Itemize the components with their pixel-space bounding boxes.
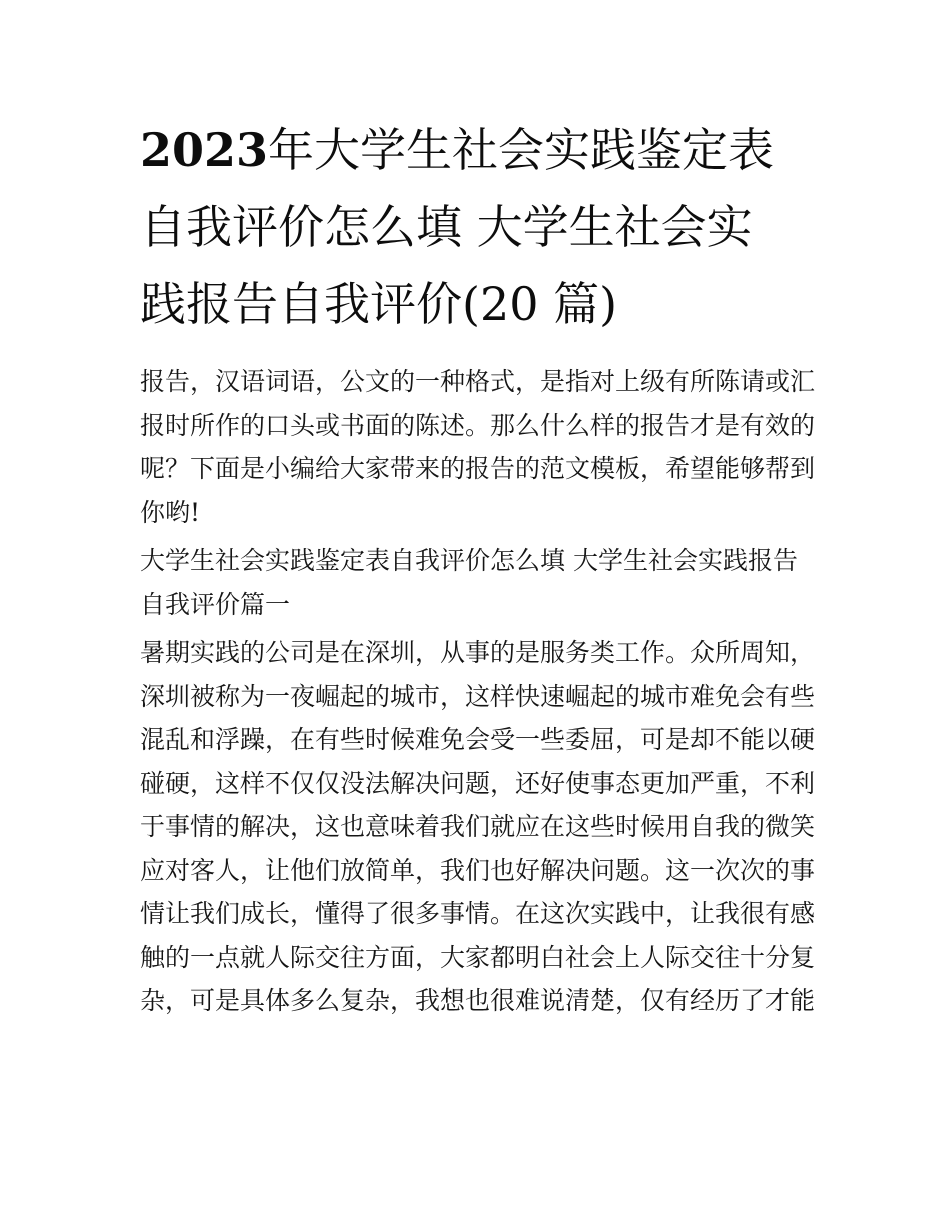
body-line: 情让我们成长，懂得了很多事情。在这次实践中，让我很有感: [140, 899, 816, 928]
title-line-3: 践报告自我评价(20 篇): [140, 277, 618, 331]
title-year: 2023: [140, 123, 269, 177]
title-line-2: 自我评价怎么填 大学生社会实: [140, 200, 753, 254]
intro-line: 呢？下面是小编给大家带来的报告的范文模板，希望能够帮到: [140, 454, 816, 483]
body-line: 于事情的解决，这也意味着我们就应在这些时候用自我的微笑: [140, 812, 816, 841]
intro-line: 报时所作的口头或书面的陈述。那么什么样的报告才是有效的: [140, 410, 816, 440]
body-line: 应对客人，让他们放简单，我们也好解决问题。这一次次的事: [140, 855, 816, 885]
body-line: 触的一点就人际交往方面，大家都明白社会上人际交往十分复: [140, 942, 816, 972]
intro-line: 报告，汉语词语，公文的一种格式，是指对上级有所陈请或汇: [140, 367, 816, 396]
body-line: 杂，可是具体多么复杂，我想也很难说清楚，仅有经历了才能: [140, 986, 816, 1015]
body-line: 暑期实践的公司是在深圳，从事的是服务类工作。众所周知，: [140, 638, 816, 667]
section-heading-line: 大学生社会实践鉴定表自我评价怎么填 大学生社会实践报告: [140, 546, 798, 575]
title-text-1: 年大学生社会实践鉴定表: [268, 123, 775, 177]
document-body: [140, 360, 820, 1023]
body-line: 碰硬，这样不仅仅没法解决问题，还好使事态更加严重，不利: [140, 768, 816, 798]
body-line: 深圳被称为一夜崛起的城市，这样快速崛起的城市难免会有些: [140, 681, 816, 711]
section-heading-line: 自我评价篇一: [140, 589, 291, 619]
title-line-1: [140, 112, 820, 189]
body-line: 混乱和浮躁，在有些时候难免会受一些委屈，可是却不能以硬: [140, 725, 816, 754]
document-title: [140, 112, 820, 343]
intro-line: 你哟!: [140, 497, 201, 527]
